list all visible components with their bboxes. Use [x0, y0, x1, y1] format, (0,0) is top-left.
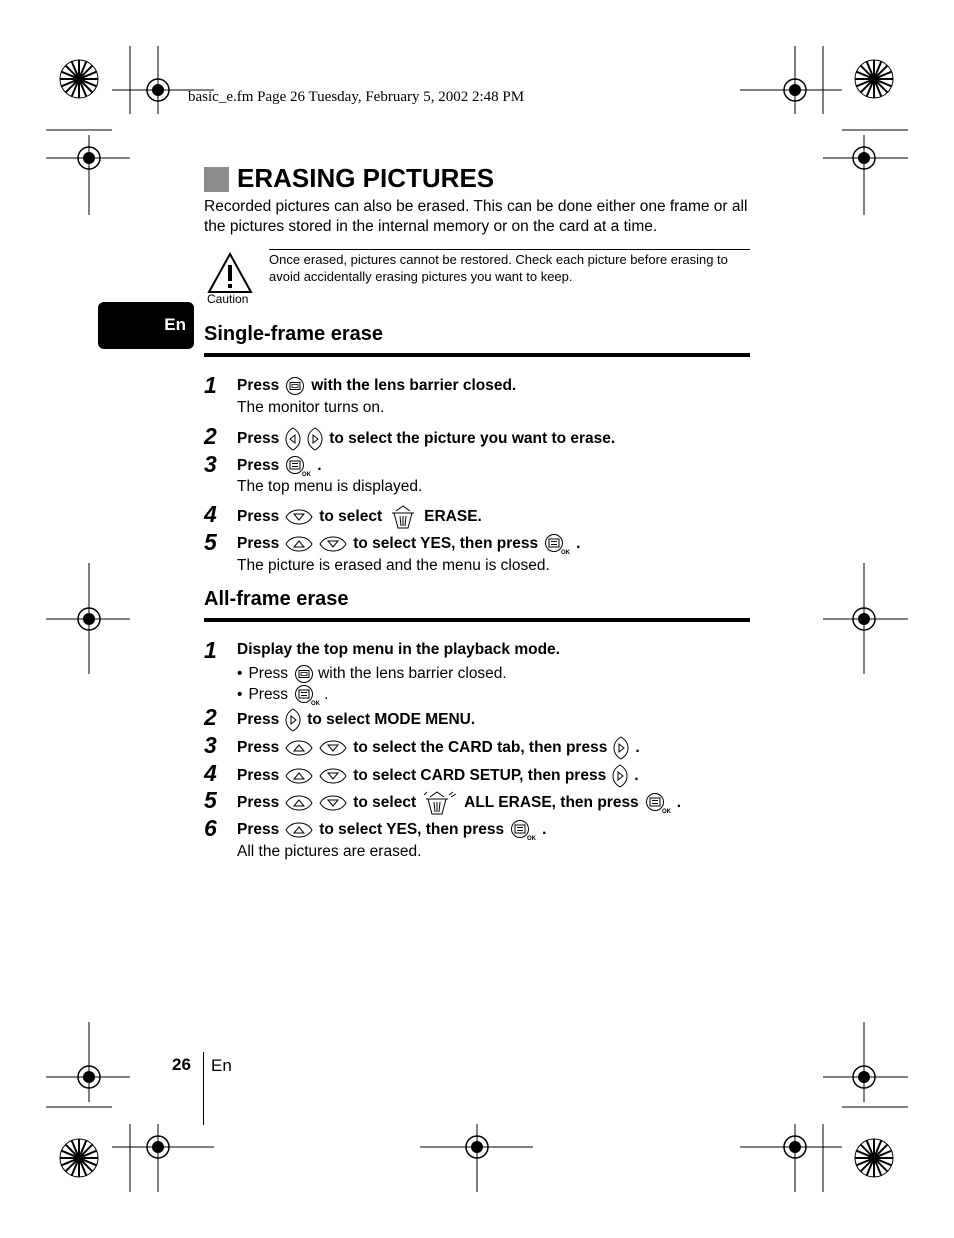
step-instruction: Display the top menu in the playback mode.: [237, 641, 560, 658]
file-header: basic_e.fm Page 26 Tuesday, February 5, 2002 2:48 PM: [188, 89, 525, 105]
down-arrow-button-icon: [319, 536, 347, 552]
step-number: 3: [204, 451, 217, 477]
step-number: 1: [204, 637, 217, 663]
step-number: 3: [204, 732, 217, 758]
caution-text: Once erased, pictures cannot be restored. Check each picture before erasing to avoid accidentally erasing pictures you want to keep.: [269, 249, 750, 285]
down-arrow-button-icon: [319, 795, 347, 811]
section-rule: [204, 353, 750, 357]
step-note: The top menu is displayed.: [237, 478, 423, 495]
section-heading-all: All-frame erase: [204, 588, 349, 610]
bullet-item: • Press with the lens barrier closed.: [237, 665, 507, 682]
menu-ok-button-icon: [544, 533, 570, 555]
right-arrow-button-icon: [613, 736, 629, 760]
up-arrow-button-icon: [285, 740, 313, 756]
intro-text: Recorded pictures can also be erased. This can be done either one frame or all the pictures stored in the internal memory or on the card at a time.: [204, 198, 748, 235]
left-arrow-button-icon: [285, 427, 301, 451]
step-number: 1: [204, 372, 217, 398]
up-arrow-button-icon: [285, 768, 313, 784]
step-number: 2: [204, 704, 217, 730]
down-arrow-button-icon: [319, 740, 347, 756]
menu-ok-button-icon: [285, 455, 311, 477]
step-instruction: Press to select ALL ERASE, then press OK .: [237, 791, 681, 815]
step-number: 6: [204, 815, 217, 841]
step-note: The monitor turns on.: [237, 399, 385, 416]
language-tab-label: En: [164, 315, 186, 334]
step-instruction: Press to select YES, then press OK .: [237, 535, 581, 555]
svg-text:OK: OK: [561, 550, 571, 555]
step-instruction: Press to select the picture you want to erase.: [237, 427, 615, 451]
step-instruction: Press to select ERASE.: [237, 505, 482, 529]
step-instruction: Press to select CARD SETUP, then press .: [237, 764, 639, 788]
step-number: 5: [204, 787, 217, 813]
svg-text:OK: OK: [311, 701, 321, 706]
svg-text:OK: OK: [302, 472, 312, 477]
menu-ok-button-icon: [645, 792, 671, 814]
footer-language: En: [211, 1056, 232, 1075]
right-arrow-button-icon: [612, 764, 628, 788]
right-arrow-button-icon: [307, 427, 323, 451]
section-heading-single: Single-frame erase: [204, 323, 383, 345]
page-title: ERASING PICTURES: [237, 163, 495, 193]
language-tab: [98, 302, 194, 349]
up-arrow-button-icon: [285, 822, 313, 838]
monitor-button-icon: [285, 376, 305, 396]
step-number: 4: [204, 501, 217, 527]
right-arrow-button-icon: [285, 708, 301, 732]
step-note: The picture is erased and the menu is closed.: [237, 557, 550, 574]
menu-ok-button-icon: [294, 684, 320, 706]
up-arrow-button-icon: [285, 536, 313, 552]
all-erase-icon: [422, 791, 458, 815]
bullet-item: • Press OK .: [237, 686, 329, 706]
step-instruction: Press to select the CARD tab, then press .: [237, 736, 640, 760]
page-number: 26: [172, 1055, 191, 1074]
caution-icon: [207, 252, 253, 296]
up-arrow-button-icon: [285, 795, 313, 811]
menu-ok-button-icon: [510, 819, 536, 841]
step-instruction: Press to select MODE MENU.: [237, 708, 475, 732]
step-number: 2: [204, 423, 217, 449]
step-instruction: Press OK .: [237, 457, 322, 477]
step-instruction: Press with the lens barrier closed.: [237, 377, 517, 394]
step-number: 5: [204, 529, 217, 555]
step-note: All the pictures are erased.: [237, 843, 422, 860]
down-arrow-button-icon: [319, 768, 347, 784]
footer-divider: [203, 1052, 204, 1125]
caution-label: Caution: [207, 292, 249, 306]
monitor-button-icon: [294, 664, 314, 684]
step-number: 4: [204, 760, 217, 786]
svg-text:OK: OK: [661, 809, 671, 814]
trash-icon: [388, 505, 418, 529]
step-instruction: Press to select YES, then press OK .: [237, 821, 547, 841]
svg-text:OK: OK: [527, 836, 537, 841]
down-arrow-button-icon: [285, 509, 313, 525]
section-rule: [204, 618, 750, 622]
title-marker: [204, 167, 229, 192]
